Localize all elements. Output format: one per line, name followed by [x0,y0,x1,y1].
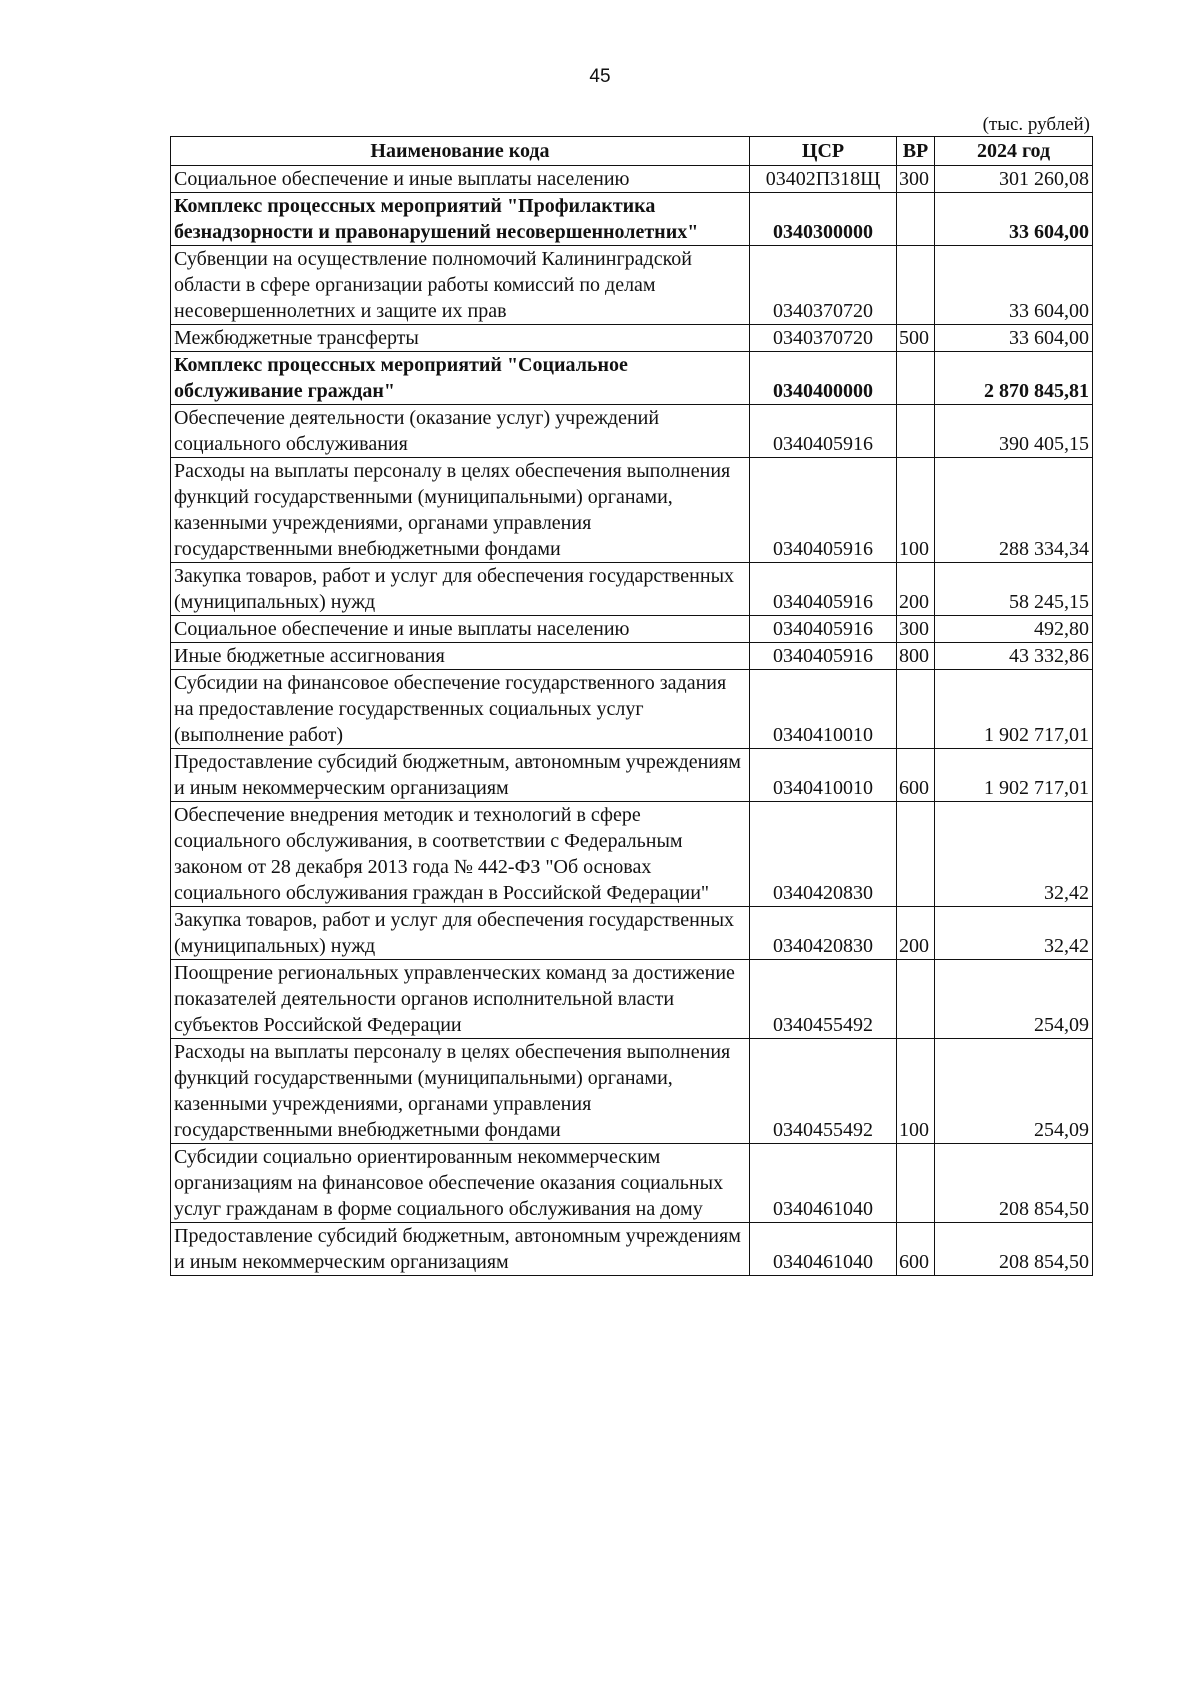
row-amount: 254,09 [935,1039,1093,1144]
row-vr [897,670,935,749]
row-vr: 100 [897,458,935,563]
row-amount: 254,09 [935,960,1093,1039]
row-csr: 0340420830 [750,802,897,907]
row-name: Субвенции на осуществление полномочий Калининградской области в сфере организации работы комиссий по делам несовершеннолетних и защите их прав [171,246,750,325]
table-row [171,405,1093,458]
row-csr: 0340405916 [750,643,897,670]
row-vr [897,246,935,325]
table-row [171,670,1093,749]
table-row [171,246,1093,325]
row-name: Предоставление субсидий бюджетным, автономным учреждениям и иным некоммерческим организациям [171,749,750,802]
header-csr: ЦСР [750,137,897,166]
header-vr: ВР [897,137,935,166]
table-row [171,1039,1093,1144]
row-vr [897,193,935,246]
row-name: Поощрение региональных управленческих команд за достижение показателей деятельности органов исполнительной власти субъектов Российской Федерации [171,960,750,1039]
row-csr: 0340370720 [750,325,897,352]
row-vr: 100 [897,1039,935,1144]
row-csr: 0340405916 [750,458,897,563]
row-amount: 390 405,15 [935,405,1093,458]
row-amount: 1 902 717,01 [935,670,1093,749]
row-vr: 200 [897,907,935,960]
row-name: Расходы на выплаты персоналу в целях обеспечения выполнения функций государственными (муниципальными) органами, казенными учреждениями, органами управления государственными внебюджетными фондами [171,1039,750,1144]
header-name: Наименование кода [171,137,750,166]
row-csr: 0340300000 [750,193,897,246]
row-vr [897,1144,935,1223]
row-name: Межбюджетные трансферты [171,325,750,352]
row-vr: 500 [897,325,935,352]
row-vr [897,352,935,405]
row-amount: 33 604,00 [935,193,1093,246]
row-csr: 0340405916 [750,405,897,458]
row-name: Закупка товаров, работ и услуг для обеспечения государственных (муниципальных) нужд [171,907,750,960]
row-csr: 0340405916 [750,563,897,616]
row-csr: 0340400000 [750,352,897,405]
row-amount: 33 604,00 [935,325,1093,352]
row-name: Комплекс процессных мероприятий "Профилактика безнадзорности и правонарушений несовершеннолетних" [171,193,750,246]
row-amount: 58 245,15 [935,563,1093,616]
table-row [171,802,1093,907]
row-vr [897,960,935,1039]
page-number: 45 [589,66,611,87]
table-row [171,193,1093,246]
row-csr: 0340370720 [750,246,897,325]
row-csr: 0340405916 [750,616,897,643]
header-year: 2024 год [935,137,1093,166]
row-amount: 208 854,50 [935,1223,1093,1276]
row-amount: 208 854,50 [935,1144,1093,1223]
row-name: Обеспечение деятельности (оказание услуг) учреждений социального обслуживания [171,405,750,458]
table-row [171,907,1093,960]
row-name: Закупка товаров, работ и услуг для обеспечения государственных (муниципальных) нужд [171,563,750,616]
row-csr: 0340461040 [750,1144,897,1223]
table-row [171,749,1093,802]
row-vr: 800 [897,643,935,670]
row-csr: 0340410010 [750,749,897,802]
row-amount: 1 902 717,01 [935,749,1093,802]
table-row [171,960,1093,1039]
budget-table [170,136,1093,1276]
units-label: (тыс. рублей) [982,114,1090,135]
row-csr: 0340455492 [750,1039,897,1144]
row-name: Предоставление субсидий бюджетным, автономным учреждениям и иным некоммерческим организациям [171,1223,750,1276]
row-csr: 0340410010 [750,670,897,749]
row-amount: 32,42 [935,802,1093,907]
row-vr: 600 [897,749,935,802]
table-header-row [171,137,1093,166]
row-amount: 32,42 [935,907,1093,960]
table-row [171,616,1093,643]
table-row [171,1144,1093,1223]
row-amount: 288 334,34 [935,458,1093,563]
table-row [171,352,1093,405]
row-vr [897,802,935,907]
table-row [171,458,1093,563]
table-row [171,325,1093,352]
row-name: Социальное обеспечение и иные выплаты населению [171,166,750,193]
row-name: Иные бюджетные ассигнования [171,643,750,670]
table-row [171,1223,1093,1276]
row-vr: 200 [897,563,935,616]
row-amount: 43 332,86 [935,643,1093,670]
row-csr: 03402П318Щ [750,166,897,193]
row-name: Социальное обеспечение и иные выплаты населению [171,616,750,643]
row-name: Расходы на выплаты персоналу в целях обеспечения выполнения функций государственными (муниципальными) органами, казенными учреждениями, органами управления государственными внебюджетными фондами [171,458,750,563]
row-amount: 33 604,00 [935,246,1093,325]
table-row [171,166,1093,193]
row-amount: 301 260,08 [935,166,1093,193]
row-name: Субсидии социально ориентированным некоммерческим организациям на финансовое обеспечение оказания социальных услуг гражданам в форме социального обслуживания на дому [171,1144,750,1223]
table-row [171,563,1093,616]
row-name: Обеспечение внедрения методик и технологий в сфере социального обслуживания, в соответствии с Федеральным законом от 28 декабря 2013 года № 442-ФЗ "Об основах социального обслуживания граждан в Российской Федерации" [171,802,750,907]
row-vr: 300 [897,616,935,643]
row-name: Комплекс процессных мероприятий "Социальное обслуживание граждан" [171,352,750,405]
row-csr: 0340461040 [750,1223,897,1276]
row-amount: 2 870 845,81 [935,352,1093,405]
row-vr: 600 [897,1223,935,1276]
row-csr: 0340455492 [750,960,897,1039]
row-vr: 300 [897,166,935,193]
row-name: Субсидии на финансовое обеспечение государственного задания на предоставление государственных социальных услуг (выполнение работ) [171,670,750,749]
row-vr [897,405,935,458]
row-csr: 0340420830 [750,907,897,960]
table-row [171,643,1093,670]
row-amount: 492,80 [935,616,1093,643]
